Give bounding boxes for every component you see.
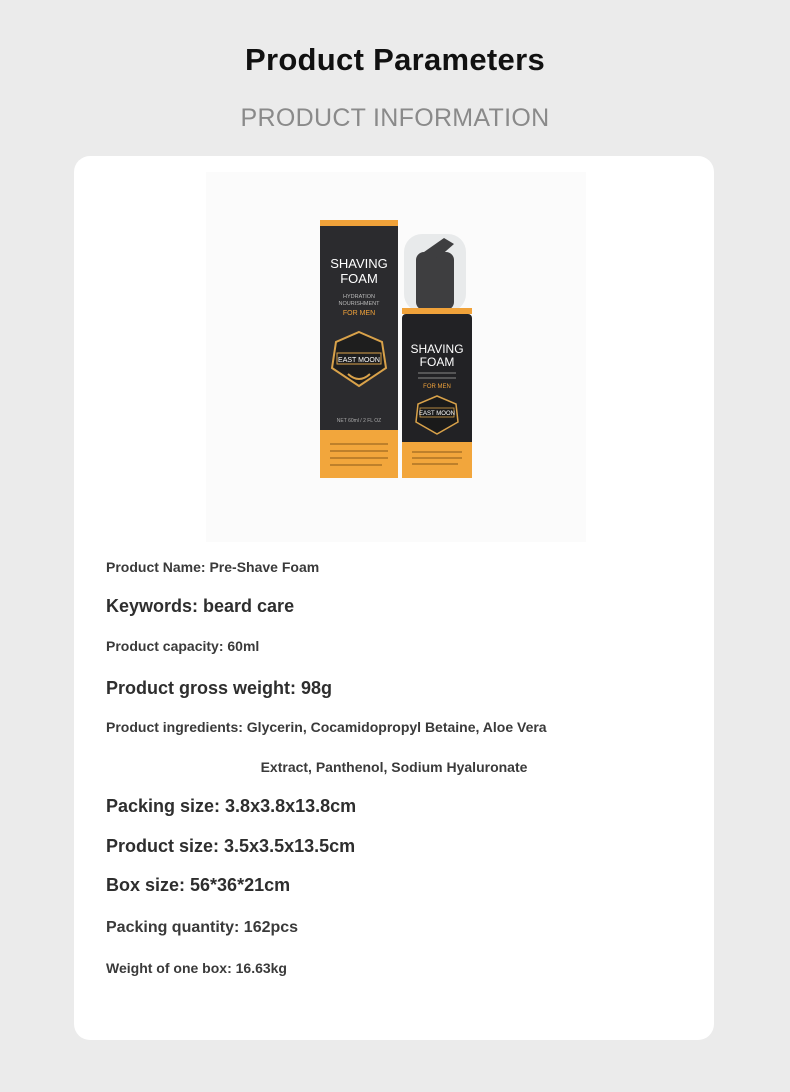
box-brand: EAST MOON: [338, 357, 380, 364]
product-illustration: [206, 172, 586, 542]
spec-ingredients-cont: Extract, Panthenol, Sodium Hyaluronate: [260, 759, 528, 775]
spec-product-name: Product Name: Pre-Shave Foam: [106, 559, 320, 575]
bottle-title-1: SHAVING: [410, 342, 464, 356]
spec-capacity: Product capacity: 60ml: [106, 638, 260, 654]
spec-keywords: Keywords: beard care: [106, 596, 295, 616]
page-title: Product Parameters: [244, 42, 546, 77]
bottle-for-men: FOR MEN: [423, 384, 451, 390]
box-title-2: FOAM: [340, 271, 378, 286]
spec-ingredients: Product ingredients: Glycerin, Cocamidopropyl Betaine, Aloe Vera: [106, 719, 547, 735]
box-sub-1: HYDRATION: [343, 294, 375, 300]
spec-box-weight: Weight of one box: 16.63kg: [106, 960, 287, 976]
box-sub-2: NOURISHMENT: [338, 301, 380, 307]
box-net: NET 60ml / 2 FL OZ: [336, 418, 382, 424]
spec-packing-size: Packing size: 3.8x3.8x13.8cm: [106, 796, 357, 816]
box-for-men: FOR MEN: [342, 310, 376, 317]
product-bottle: [402, 234, 472, 478]
spec-product-size: Product size: 3.5x3.5x13.5cm: [106, 836, 356, 856]
bottle-brand: EAST MOON: [419, 411, 455, 417]
box-title-1: SHAVING: [330, 256, 388, 271]
spec-gross-weight: Product gross weight: 98g: [106, 678, 333, 698]
product-box: [320, 220, 398, 478]
product-photo: [206, 172, 586, 542]
spec-packing-quantity: Packing quantity: 162pcs: [106, 919, 299, 936]
bottle-title-2: FOAM: [419, 355, 455, 369]
spec-box-size: Box size: 56*36*21cm: [106, 875, 291, 895]
product-info-card: [74, 156, 714, 1040]
page-subtitle: PRODUCT INFORMATION: [240, 104, 550, 132]
